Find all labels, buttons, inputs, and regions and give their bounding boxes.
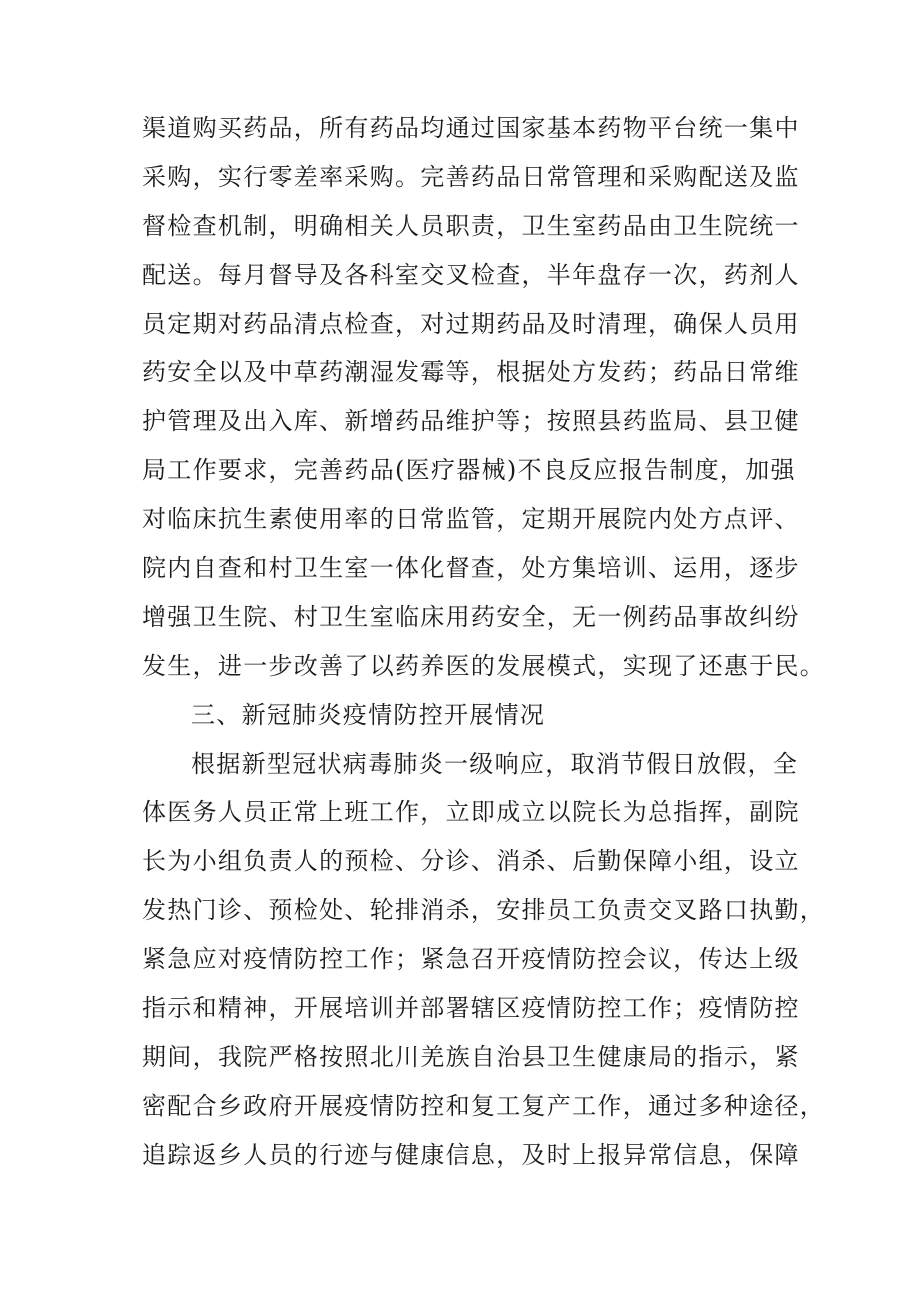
paragraph-line: 密配合乡政府开展疫情防控和复工复产工作，通过多种途径， bbox=[142, 1091, 826, 1120]
paragraph-line: 渠道购买药品，所有药品均通过国家基本药物平台统一集中 bbox=[142, 114, 800, 142]
paragraph-line: 长为小组负责人的预检、分诊、消杀、后勤保障小组，设立 bbox=[142, 847, 800, 876]
paragraph-line: 采购，实行零差率采购。完善药品日常管理和采购配送及监 bbox=[142, 162, 800, 191]
paragraph-line: 发热门诊、预检处、轮排消杀，安排员工负责交叉路口执勤， bbox=[142, 896, 826, 925]
paragraph-line: 药安全以及中草药潮湿发霉等，根据处方发药；药品日常维 bbox=[142, 358, 800, 387]
document-body bbox=[142, 104, 826, 1180]
paragraph-line: 根据新型冠状病毒肺炎一级响应，取消节假日放假，全 bbox=[191, 749, 799, 778]
paragraph-line: 院内自查和村卫生室一体化督查，处方集培训、运用，逐步 bbox=[142, 554, 800, 583]
paragraph-line: 指示和精神，开展培训并部署辖区疫情防控工作；疫情防控 bbox=[142, 994, 800, 1023]
paragraph-line: 追踪返乡人员的行迹与健康信息，及时上报异常信息，保障 bbox=[142, 1140, 800, 1169]
paragraph-line: 紧急应对疫情防控工作；紧急召开疫情防控会议，传达上级 bbox=[142, 945, 800, 974]
paragraph-line: 员定期对药品清点检查，对过期药品及时清理，确保人员用 bbox=[142, 309, 800, 338]
paragraph-line: 体医务人员正常上班工作，立即成立以院长为总指挥，副院 bbox=[142, 798, 800, 827]
section-heading: 三、新冠肺炎疫情防控开展情况 bbox=[191, 700, 546, 729]
paragraph-line: 护管理及出入库、新增药品维护等；按照县药监局、县卫健 bbox=[142, 407, 800, 436]
paragraph-line: 对临床抗生素使用率的日常监管，定期开展院内处方点评、 bbox=[142, 505, 800, 534]
paragraph-line: 局工作要求，完善药品(医疗器械)不良反应报告制度，加强 bbox=[142, 456, 796, 485]
paragraph-line: 发生，进一步改善了以药养医的发展模式，实现了还惠于民。 bbox=[142, 651, 826, 680]
paragraph-line: 期间，我院严格按照北川羌族自治县卫生健康局的指示，紧 bbox=[142, 1042, 800, 1071]
paragraph-line: 增强卫生院、村卫生室临床用药安全，无一例药品事故纠纷 bbox=[142, 602, 800, 631]
paragraph-line: 配送。每月督导及各科室交叉检查，半年盘存一次，药剂人 bbox=[142, 260, 800, 289]
paragraph-line: 督检查机制，明确相关人员职责，卫生室药品由卫生院统一 bbox=[142, 211, 800, 240]
